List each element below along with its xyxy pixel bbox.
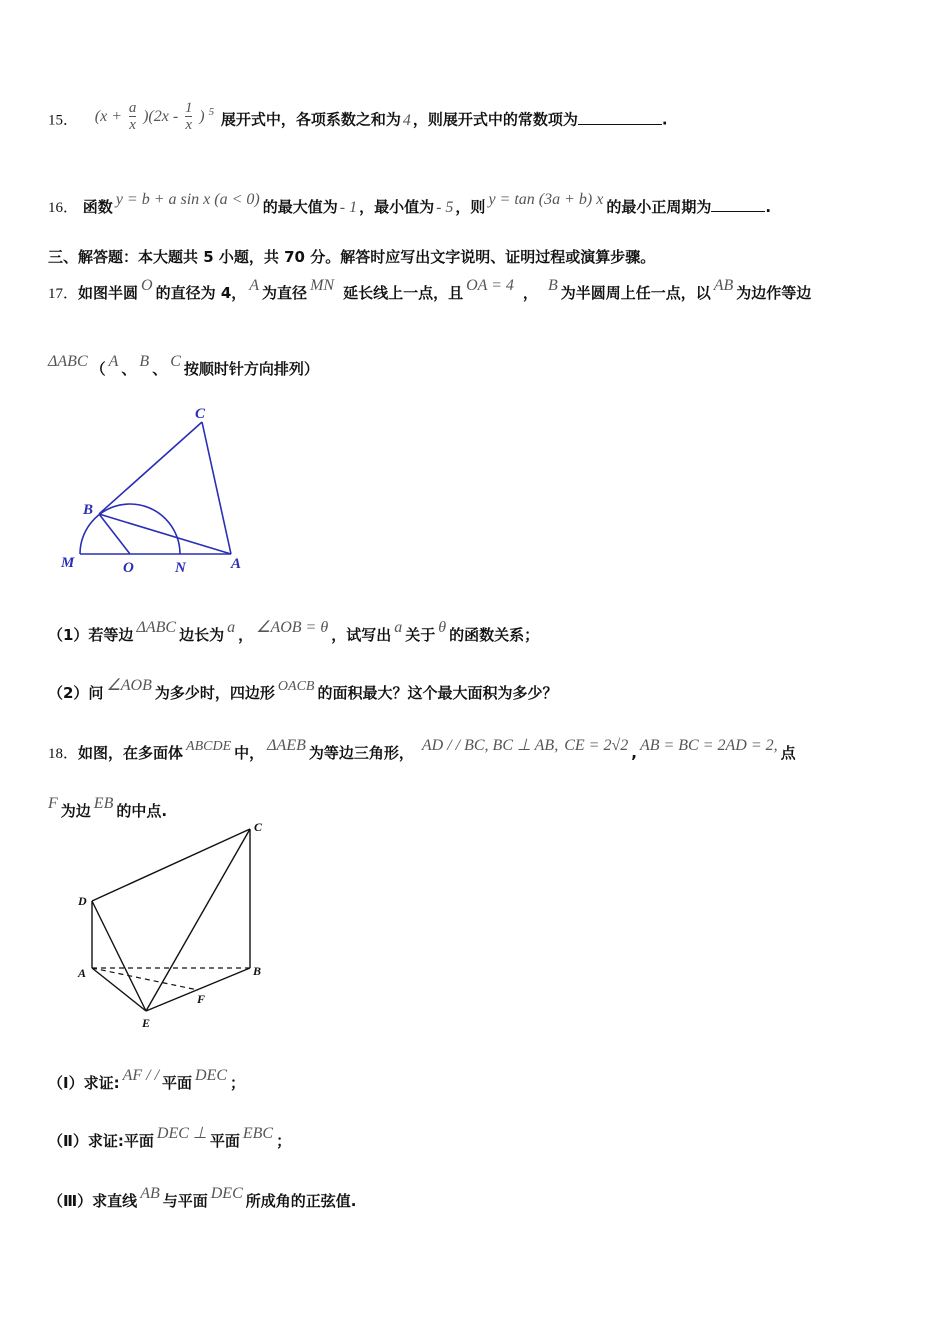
q17-figure [55,400,255,580]
label-n: N [175,560,186,576]
segment-ba [99,514,231,554]
section-3-heading: 三、解答题：本大题共 5 小题，共 70 分。解答时应写出文字说明、证明过程或演算步骤。 [48,248,656,266]
q15-line: 15． ($x + \frac{a}{x}$ )($2x - \frac{1}{x}$ ) $^5$ 展开式中，各项系数之和为 4 ，则展开式中的常数项为 . [48,100,668,133]
q18-sub-ii: （Ⅱ）求证:平面 DEC ⊥ 平面 EBC ； [48,1125,292,1150]
q16-answer-blank [711,197,765,212]
label-b: B [253,964,262,978]
label-o: O [123,560,134,576]
q18-line-1: 18．如图，在多面体 ABCDE 中， ΔAEB 为等边三角形， AD / / BC, BC ⊥ AB, CE = 2√2 , AB = BC = 2AD = 2, 点 [48,737,796,762]
segment-ca [202,422,231,554]
label-c: C [254,820,263,834]
semicircle-arc [80,504,180,554]
edge-dc [92,829,250,901]
label-a: A [231,556,242,572]
label-m: M [61,555,75,571]
q17-line-1: 17．如图半圆 O 的直径为 4， A 为直径 MN 延长线上一点，且 OA = 4 ， B 为半圆周上任一点，以 AB 为边作等边 [48,277,812,302]
segment-bo [99,514,130,554]
label-e: E [142,1016,151,1030]
q18-sub-i: （Ⅰ）求证: AF / / 平面 DEC ； [48,1067,246,1092]
label-c: C [195,406,206,422]
q18-sub-iii: （Ⅲ）求直线 AB 与平面 DEC 所成角的正弦值. [48,1185,357,1210]
q18-figure [70,815,280,1035]
q17-sub-1: （1）若等边 ΔABC 边长为 a ， ∠AOB = θ ，试写出 a 关于 θ 的函数关系； [48,619,540,644]
edge-ce [146,829,250,1011]
q17-sub-2: （2）问 ∠AOB 为多少时，四边形 OACB 的面积最大？这个最大面积为多少？ [48,677,558,702]
label-a: A [78,966,87,980]
segment-bc [99,422,202,514]
q18-line-2: F 为边 EB 的中点. [48,795,168,820]
edge-af-dashed [92,968,198,990]
edge-ae [92,968,146,1011]
q15-number: 15． [48,112,79,129]
q15-answer-blank [578,110,662,125]
label-b: B [83,502,94,518]
edge-de [92,901,146,1011]
q17-line-2: ΔABC （ A 、 B 、 C 按顺时针方向排列） [48,353,319,378]
label-f: F [197,992,206,1006]
q15-expression: ($x + \frac{a}{x}$ )($2x - \frac{1}{x}$ ) $^5$ [94,100,215,133]
q16-line: 16． 函数 y = b + a sin x (a < 0) 的最大值为 - 1 ，最小值为 - 5 ，则 y = tan (3a + b) x 的最小正周期为 . [48,191,772,216]
label-d: D [78,894,87,908]
